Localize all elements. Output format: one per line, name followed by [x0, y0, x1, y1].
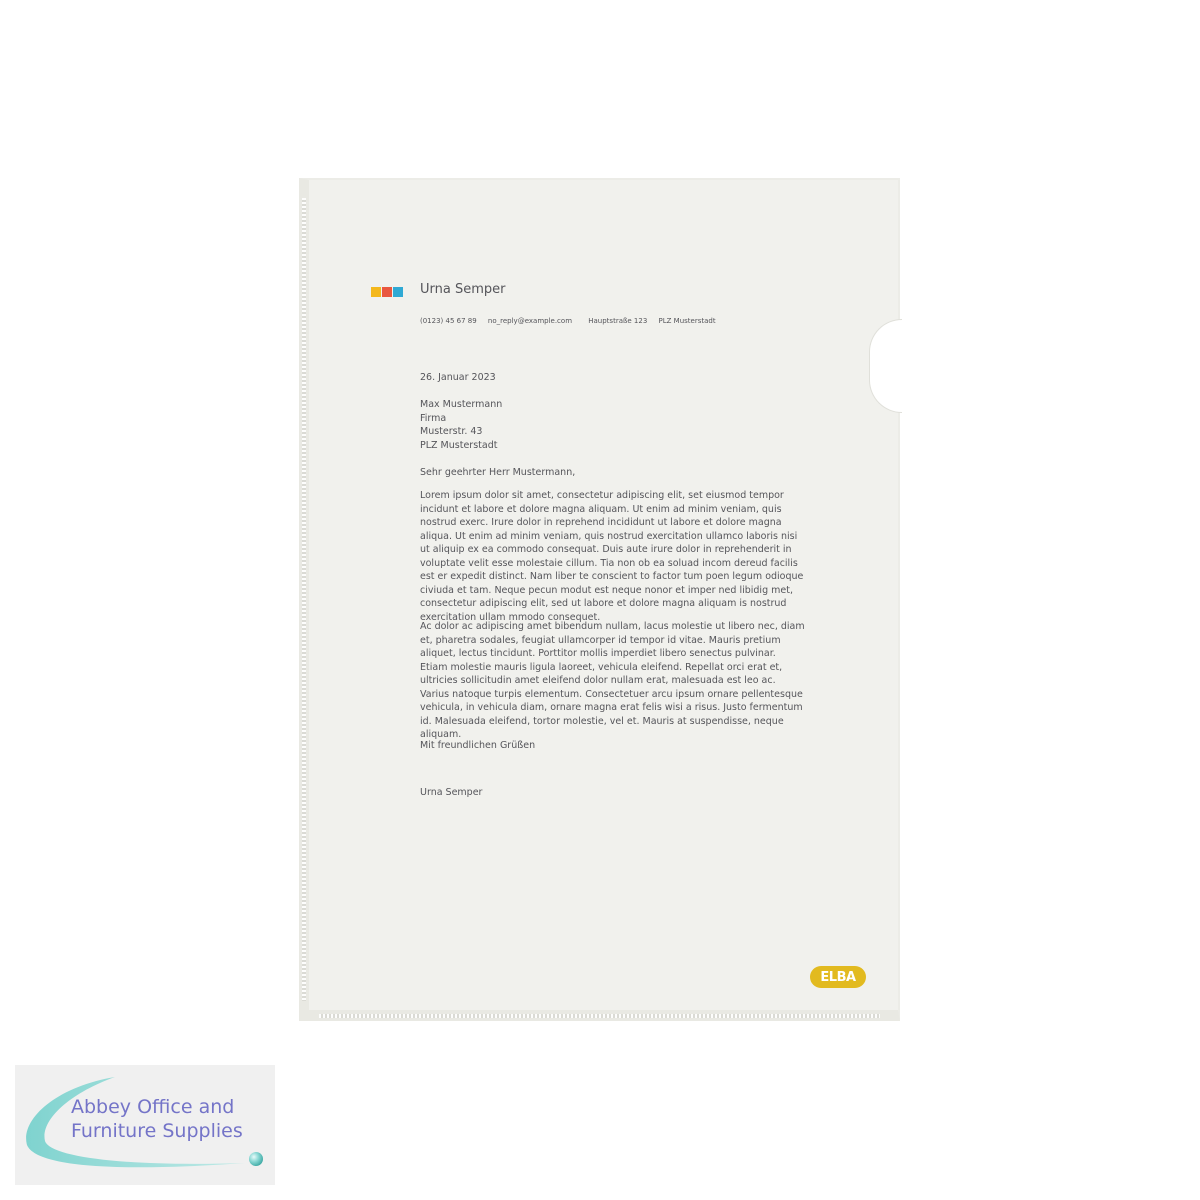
recipient-city: PLZ Musterstadt [420, 439, 498, 451]
sender-name: Urna Semper [420, 282, 506, 297]
vendor-name-line2: Furniture Supplies [71, 1120, 243, 1142]
logo-square-blue [393, 287, 403, 297]
sample-letter [299, 178, 900, 1021]
recipient-street: Musterstr. 43 [420, 426, 483, 437]
letter-date: 26. Januar 2023 [420, 372, 496, 383]
vendor-name-line1: Abbey Office and [71, 1096, 235, 1118]
elba-logo: ELBA [810, 966, 866, 988]
logo-square-yellow [371, 287, 381, 297]
vendor-name [71, 1095, 243, 1143]
recipient-company: Firma [420, 412, 447, 424]
closing: Mit freundlichen Grüßen [420, 740, 536, 751]
contact-email: no_reply@example.com [487, 317, 573, 325]
recipient-address [420, 398, 502, 452]
vendor-badge [15, 1065, 275, 1185]
body-paragraph-2: Ac dolor ac adipiscing amet bibendum nullam, lacus molestie ut libero nec, diam et, pharetra sodales, feugiat ullamcorper id tempor id vitae. Mauris pretium aliquet, lectus tincidunt. Porttitor mollis imperdiet libero senectus pulvinar. Etiam molestie mauris ligula laoreet, vehicula eleifend. Repellat orci erat et, ultricies sollicitudin amet eleifend dolor nullam erat, malesuada est leo ac. Varius natoque turpis elementum. Consectetuer arcu ipsum ornare pellentesque vehicula, in vehicula diam, ornare magna erat felis wisi a risus. Justo fermentum id. Malesuada eleifend, tortor molestie, vel et. Mauris at suspendisse, neque aliquam. [420, 621, 805, 740]
contact-city: PLZ Musterstadt [658, 317, 716, 325]
clear-folder-sleeve [299, 178, 900, 1021]
recipient-name: Max Mustermann [420, 399, 503, 410]
signature: Urna Semper [420, 787, 483, 798]
salutation: Sehr geehrter Herr Mustermann, [420, 467, 576, 478]
contact-line [420, 317, 725, 325]
contact-street: Hauptstraße 123 [588, 317, 648, 325]
letterhead-logo-icon [371, 287, 403, 297]
logo-square-red [382, 287, 392, 297]
contact-phone: (0123) 45 67 89 [420, 317, 477, 325]
body-paragraph-1: Lorem ipsum dolor sit amet, consectetur adipiscing elit, set eiusmod tempor incidunt et labore et dolore magna aliquam. Ut enim ad minim veniam, quis nostrud exerc. Irure dolor in reprehend incididunt ut labore et dolore magna aliqua. Ut enim ad minim veniam, quis nostrud exercitation ullamco laboris nisi ut aliquip ex ea commodo consequat. Duis aute irure dolor in reprehenderit in voluptate velit esse molestaie cillum. Tia non ob ea soluad incom dereud facilis est er expedit distinct. Nam liber te conscient to factor tum poen legum odioque civiuda et tam. Neque pecun modut est neque nonor et imper ned libidig met, consectetur adipiscing elit, sed ut labore et dolore magna aliquam is nostrud exercitation ullam mmodo consequet. [420, 490, 804, 623]
